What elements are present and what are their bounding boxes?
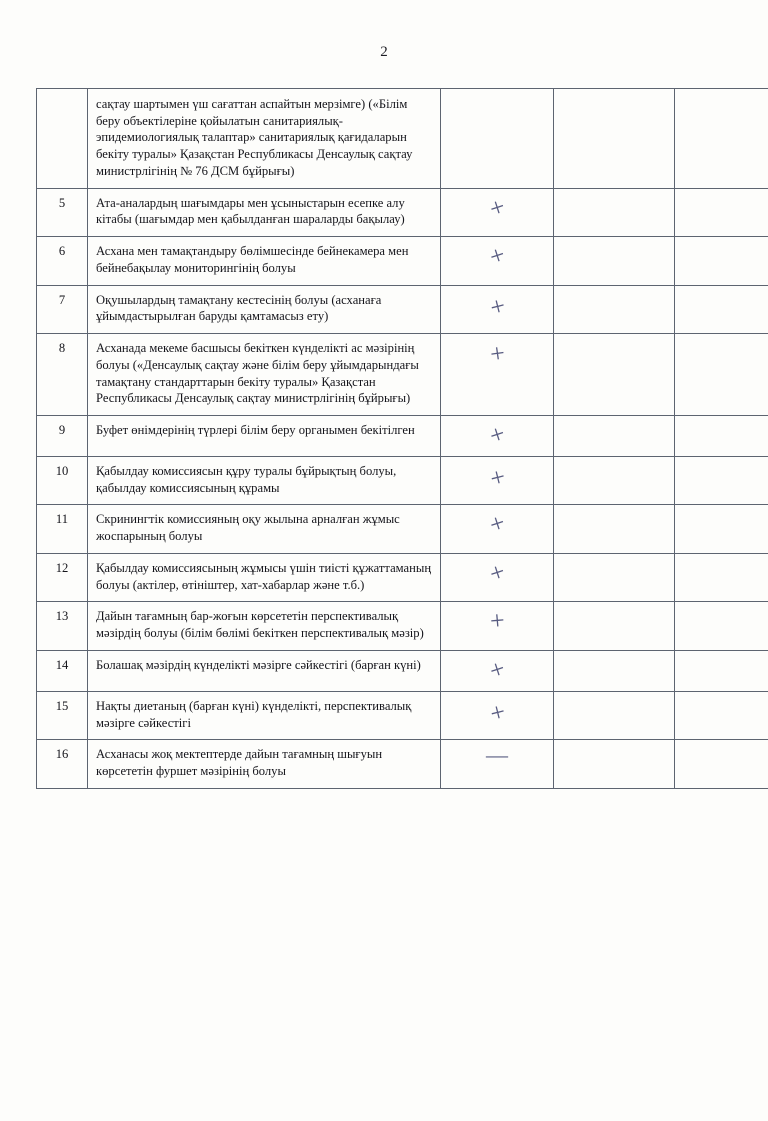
checklist-table-body [37,89,768,789]
row-blank-two [675,457,768,505]
row-number: 16 [37,740,88,788]
handwritten-mark: — [486,742,508,768]
row-number [37,89,88,189]
row-mark [441,89,554,189]
row-mark [441,505,554,553]
handwritten-mark: + [488,605,506,637]
table-row [37,188,768,236]
row-blank-one [554,416,675,457]
row-mark [441,416,554,457]
handwritten-mark: + [486,290,508,322]
row-blank-one [554,602,675,650]
row-blank-two [675,237,768,285]
handwritten-mark: + [485,239,509,272]
table-row [37,740,768,788]
table-row [37,457,768,505]
row-blank-one [554,285,675,333]
table-row [37,553,768,601]
checklist-table [36,88,768,789]
row-criterion: Қабылдау комиссиясын құру туралы бұйрықтың болуы, қабылдау комиссиясының құрамы [88,457,441,505]
handwritten-mark: + [485,418,509,451]
row-blank-one [554,553,675,601]
table-row [37,89,768,189]
checklist-table-container [36,88,732,789]
row-blank-one [554,505,675,553]
row-mark [441,602,554,650]
table-row [37,691,768,739]
table-row [37,285,768,333]
row-mark [441,740,554,788]
page-number: 2 [380,44,388,60]
row-mark [441,457,554,505]
row-number: 14 [37,650,88,691]
row-blank-one [554,457,675,505]
row-criterion: Болашақ мәзірдің күнделікті мәзірге сәйкестігі (барған күні) [88,650,441,691]
row-blank-one [554,334,675,416]
row-criterion: Асханасы жоқ мектептерде дайын тағамның шығуын көрсететін фуршет мәзірінің болуы [88,740,441,788]
row-number: 11 [37,505,88,553]
row-mark [441,334,554,416]
row-blank-two [675,416,768,457]
handwritten-mark: + [485,191,509,224]
row-criterion: Скринингтік комиссияның оқу жылына арналған жұмыс жоспарының болуы [88,505,441,553]
handwritten-mark: + [486,461,508,494]
row-blank-one [554,691,675,739]
row-criterion: Оқушылардың тамақтану кестесінің болуы (асханаға ұйымдастырылған баруды қамтамасыз ету) [88,285,441,333]
handwritten-mark: + [486,696,508,729]
row-blank-one [554,89,675,189]
table-row [37,416,768,457]
row-blank-two [675,89,768,189]
row-criterion: Дайын тағамның бар-жоғын көрсететін перспективалық мәзірдің болуы (білім бөлімі бекіткен перспективалық мәзір) [88,602,441,650]
row-number: 10 [37,457,88,505]
table-row [37,237,768,285]
row-number: 9 [37,416,88,457]
row-number: 13 [37,602,88,650]
table-row [37,505,768,553]
table-row [37,602,768,650]
row-mark [441,650,554,691]
row-mark [441,691,554,739]
row-blank-two [675,553,768,601]
row-blank-two [675,334,768,416]
handwritten-mark: + [487,338,507,369]
row-criterion: Буфет өнімдерінің түрлері білім беру органымен бекітілген [88,416,441,457]
row-number: 5 [37,188,88,236]
row-criterion: Асханада мекеме басшысы бекіткен күнделікті ас мәзірінің болуы («Денсаулық сақтау және білім беру ұйымдарындағы тамақтану стандарттарын бекіту туралы» Қазақстан Республикасы Денсаулық сақтау министрлігінің бұйрығы) [88,334,441,416]
table-row [37,650,768,691]
row-criterion: Қабылдау комиссиясының жұмысы үшін тиісті құжаттаманың болуы (актілер, өтініштер, хат-хабарлар және т.б.) [88,553,441,601]
row-criterion: сақтау шартымен үш сағаттан аспайтын мерзімге) («Білім беру объектілеріне қойылатын санитариялық-эпидемиологиялық талаптар» санитариялық қағидаларын бекіту туралы» Қазақстан Республикасы Денсаулық сақтау министрлігінің № 76 ДСМ бұйрығы) [88,89,441,189]
row-blank-two [675,602,768,650]
row-criterion: Асхана мен тамақтандыру бөлімшесінде бейнекамера мен бейнебақылау мониторингінің болуы [88,237,441,285]
row-blank-two [675,188,768,236]
row-mark [441,188,554,236]
row-number: 15 [37,691,88,739]
row-blank-one [554,188,675,236]
row-mark [441,285,554,333]
row-blank-two [675,691,768,739]
row-mark [441,553,554,601]
row-blank-two [675,740,768,788]
handwritten-mark: + [485,653,509,686]
row-blank-two [675,650,768,691]
row-criterion: Ата-аналардың шағымдары мен ұсыныстарын есепке алу кітабы (шағымдар мен қабылданған шараларды бақылау) [88,188,441,236]
row-number: 7 [37,285,88,333]
row-mark [441,237,554,285]
row-blank-two [675,505,768,553]
row-blank-one [554,740,675,788]
row-blank-two [675,285,768,333]
row-number: 8 [37,334,88,416]
row-number: 12 [37,553,88,601]
handwritten-mark: + [485,507,509,541]
row-number: 6 [37,237,88,285]
row-blank-one [554,237,675,285]
handwritten-mark: + [485,556,509,589]
row-criterion: Нақты диетаның (барған күні) күнделікті, перспективалық мәзірге сәйкестігі [88,691,441,739]
table-row [37,334,768,416]
row-blank-one [554,650,675,691]
